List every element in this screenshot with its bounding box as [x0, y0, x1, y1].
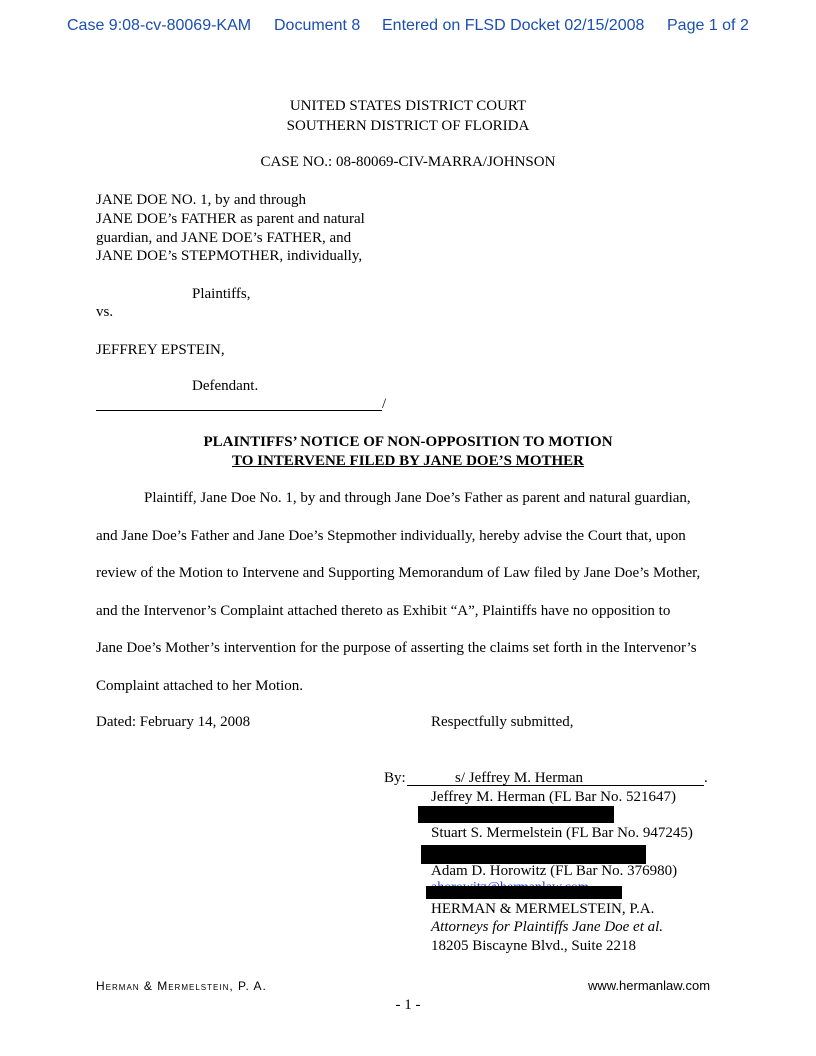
body-line: Plaintiff, Jane Doe No. 1, by and through Jane Doe’s Father as parent and natural guardian, — [144, 490, 691, 506]
plaintiff-caption-line: JANE DOE’s STEPMOTHER, individually, — [96, 248, 363, 264]
header-page-count: Page 1 of 2 — [667, 17, 749, 34]
body-line: and the Intervenor’s Complaint attached thereto as Exhibit “A”, Plaintiffs have no opposition to — [96, 603, 671, 619]
plaintiff-caption-line: guardian, and JANE DOE’s FATHER, and — [96, 230, 352, 246]
body-line: Complaint attached to her Motion. — [96, 678, 304, 694]
case-number: CASE NO.: 08-80069-CIV-MARRA/JOHNSON — [260, 154, 556, 170]
redaction-bar — [418, 806, 614, 823]
defendant-name: JEFFREY EPSTEIN, — [96, 342, 225, 358]
document-title-line1: PLAINTIFFS’ NOTICE OF NON-OPPOSITION TO MOTION — [203, 434, 613, 450]
signature-period: . — [704, 770, 708, 786]
page-number: - 1 - — [395, 997, 421, 1013]
body-line: and Jane Doe’s Father and Jane Doe’s Stepmother individually, hereby advise the Court that, upon — [96, 528, 686, 544]
electronic-signature: s/ Jeffrey M. Herman — [455, 770, 584, 786]
court-district: SOUTHERN DISTRICT OF FLORIDA — [286, 118, 530, 134]
court-name: UNITED STATES DISTRICT COURT — [289, 98, 527, 114]
by-label: By: — [384, 770, 406, 786]
attorney-horowitz: Adam D. Horowitz (FL Bar No. 376980) — [431, 863, 678, 879]
footer-firm: Herman & Mermelstein, P. A. — [96, 979, 267, 993]
firm-name: HERMAN & MERMELSTEIN, P.A. — [431, 901, 655, 917]
firm-address: 18205 Biscayne Blvd., Suite 2218 — [431, 938, 636, 954]
header-case-number: Case 9:08-cv-80069-KAM — [67, 17, 252, 34]
document-title-line2: TO INTERVENE FILED BY JANE DOE’S MOTHER — [231, 453, 585, 469]
respectfully-submitted: Respectfully submitted, — [431, 714, 574, 730]
plaintiffs-label: Plaintiffs, — [192, 286, 251, 302]
plaintiff-caption-line: JANE DOE NO. 1, by and through — [96, 192, 306, 208]
caption-rule — [96, 410, 382, 411]
caption-rule-slash: / — [382, 396, 387, 412]
header-docket-entry: Entered on FLSD Docket 02/15/2008 — [382, 17, 645, 34]
body-line: Jane Doe’s Mother’s intervention for the purpose of asserting the claims set forth in the Intervenor’s — [96, 640, 697, 656]
attorney-mermelstein: Stuart S. Mermelstein (FL Bar No. 947245) — [431, 825, 693, 841]
footer-website[interactable]: www.hermanlaw.com — [588, 978, 711, 993]
header-document-number: Document 8 — [274, 17, 361, 34]
attorneys-for: Attorneys for Plaintiffs Jane Doe et al. — [431, 919, 664, 935]
defendant-label: Defendant. — [192, 378, 259, 394]
versus-label: vs. — [96, 304, 114, 320]
attorney-herman: Jeffrey M. Herman (FL Bar No. 521647) — [431, 789, 676, 805]
dated-line: Dated: February 14, 2008 — [96, 714, 251, 730]
redaction-bar — [426, 886, 622, 899]
plaintiff-caption-line: JANE DOE’s FATHER as parent and natural — [96, 211, 365, 227]
body-line: review of the Motion to Intervene and Supporting Memorandum of Law filed by Jane Doe’s Mother, — [96, 565, 701, 581]
